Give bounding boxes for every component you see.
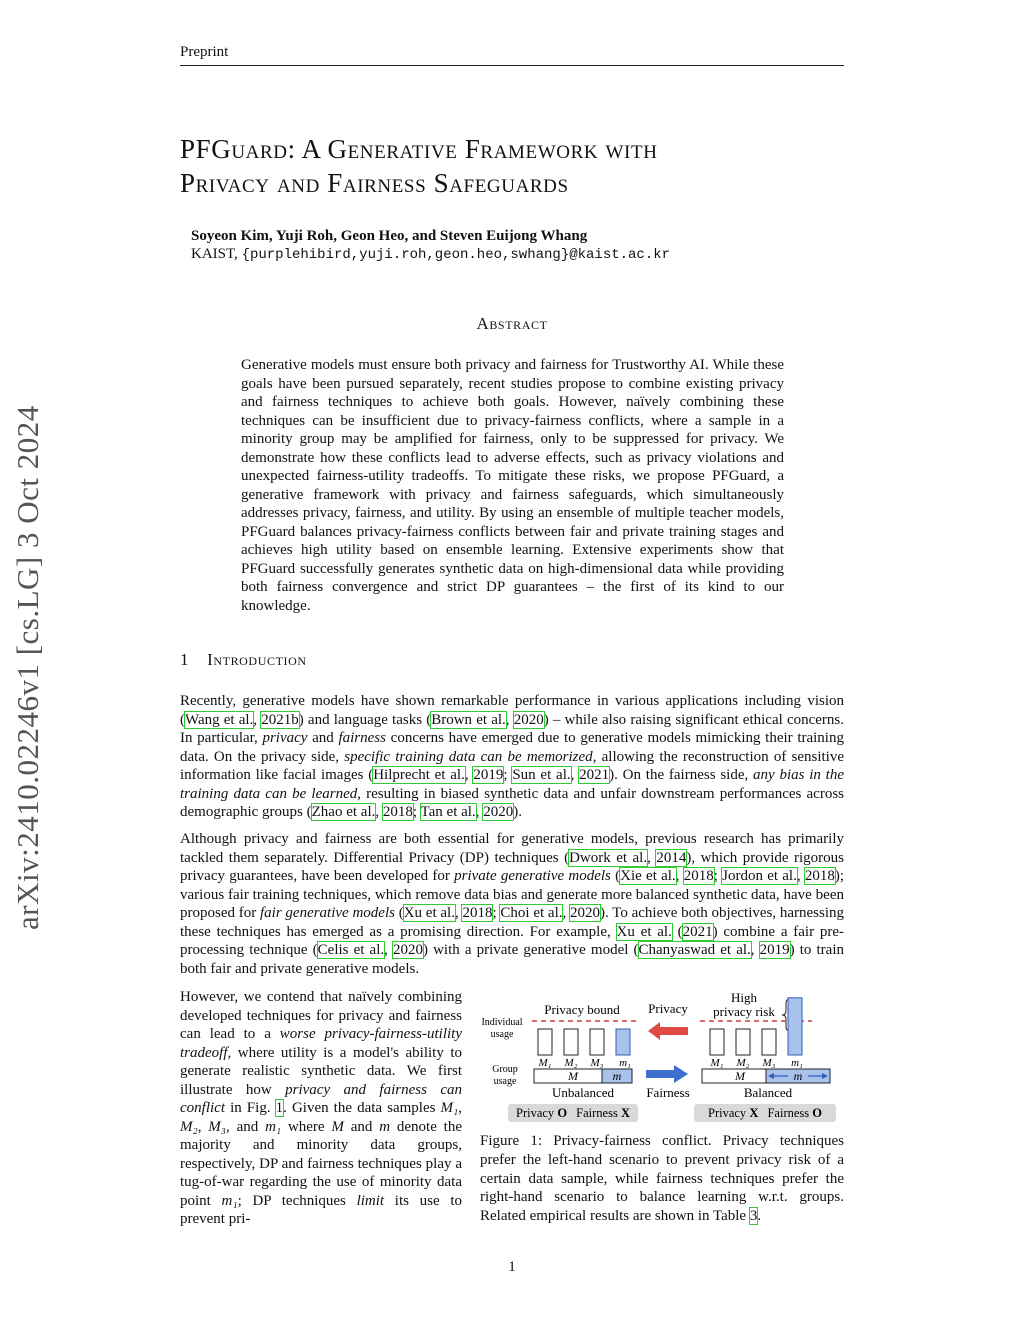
left-group-minor-label: m: [612, 1069, 622, 1083]
citation-link[interactable]: 2018: [683, 868, 714, 884]
bar-label: M₂: [736, 1057, 750, 1069]
citation-link[interactable]: 2018: [462, 905, 493, 921]
citation-link[interactable]: 2019: [473, 767, 504, 783]
affiliation: [191, 246, 670, 263]
intro-paragraph-3: However, we contend that naïvely combining developed techniques for privacy and fairness can lead to a worse privacy-fairness-utility tradeoff, where utility is a model's ability to generate realistic synthetic data. We first illustrate how privacy and fairness can conflict in Fig. 1. Given the data samples M₁, M₂, M₃, and m₁ where M and m denote the majority and minority data groups, respectively, DP and fairness techniques play a tug-of-war regarding the use of minority data point m₁; DP techniques limit its use to prevent pri-: [180, 989, 463, 1227]
author-list: Soyeon Kim, Yuji Roh, Geon Heo, and Steven Euijong Whang: [191, 228, 588, 244]
bar-label: m₁: [791, 1057, 803, 1069]
citation-link[interactable]: Xu et al.: [403, 905, 455, 921]
intro-paragraph-1: Recently, generative models have shown remarkable performance in various applications including vision (Wang et al., 2021b) and language tasks (Brown et al., 2020) – while also raising significant ethical concerns. In particular, privacy and fairness concerns have emerged due to generative models mimicking their training data. On the privacy side, specific training data can be memorized, allowing the reconstruction of sensitive information like facial images (Hilprecht et al., 2019; Sun et al., 2021). On the fairness side, any bias in the training data can be learned, resulting in biased synthetic data and unfair downstream performances across demographic groups (Zhao et al., 2018; Tan et al., 2020).: [180, 693, 845, 820]
section-heading: [180, 650, 307, 670]
title-line-1: PFGuard: A Generative Framework with: [180, 134, 658, 164]
majority-usage-bar: [538, 1029, 552, 1055]
privacy-bound-label: Privacy bound: [544, 1002, 620, 1017]
bar-label: M₂: [564, 1057, 578, 1069]
citation-link[interactable]: Celis et al.: [317, 942, 385, 958]
arxiv-side-stamp: arXiv:2410.02246v1 [cs.LG] 3 Oct 2024: [10, 405, 45, 930]
citation-link[interactable]: Dwork et al.: [569, 849, 648, 866]
section-number: 1: [180, 650, 190, 669]
left-individual-bars: [538, 1029, 630, 1055]
majority-usage-bar: [736, 1029, 750, 1055]
citation-link[interactable]: 2020: [513, 711, 544, 728]
citation-link[interactable]: 2018: [382, 804, 413, 820]
privacy-arrow-label: Privacy: [648, 1001, 688, 1016]
right-group-major-label: M: [735, 1069, 745, 1083]
bar-label: M₁: [538, 1057, 552, 1069]
balanced-caption: Balanced: [743, 1085, 793, 1100]
minority-usage-bar: [616, 1029, 630, 1055]
math-symbol: M: [331, 1118, 344, 1135]
left-badge-text: Privacy O Fairness X: [516, 1106, 630, 1120]
emphasis: fairness: [338, 730, 386, 746]
intro-paragraph-2: Although privacy and fairness are both essential for generative models, previous research has primarily tackled them separately. Differential Privacy (DP) techniques (Dwork et al., 2014), which provide rigorous privacy guarantees, have been developed for private generative models (Xie et al., 2018; Jordon et al., 2018); various fair training techniques, which remove data bias and generate more balanced synthetic data, have been proposed for fair generative models (Xu et al., 2018; Choi et al., 2020). To achieve both objectives, harnessing these techniques has emerged as a promising direction. For example, Xu et al. (2021) combine a fair pre-processing technique (Celis et al., 2020) with a private generative model (Chanyaswad et al., 2019) to train both fair and private generative models.: [180, 831, 845, 977]
emphasis: limit: [356, 1192, 385, 1209]
citation-link[interactable]: 2021: [579, 767, 610, 783]
page-number: 1: [508, 1259, 516, 1275]
individual-usage-label: Individual: [481, 1017, 523, 1028]
citation-link[interactable]: 2020: [392, 942, 423, 958]
high-risk-label: High: [731, 990, 757, 1005]
citation-link[interactable]: 2014: [656, 849, 687, 866]
emphasis: privacy: [262, 730, 308, 746]
emphasis: fair generative models: [259, 905, 395, 921]
citation-link[interactable]: 2021b: [261, 711, 299, 728]
abstract-text: Generative models must ensure both privacy and fairness for Trustworthy AI. While these goals have been pursued separately, recent studies propose to combine existing privacy and fairness techniques to achieve both goals. However, naïvely combining these techniques can be insufficient due to privacy-fairness conflicts, where a sample in a minority group may be amplified for fairness, only to be suppressed for privacy. We demonstrate how these conflicts lead to adverse effects, such as privacy violations and unexpected fairness-utility tradeoffs. To mitigate these risks, we propose PFGuard, a generative framework with privacy and fairness safeguards, which simultaneously addresses privacy, fairness, and utility. By using an ensemble of multiple teacher models, PFGuard balances privacy-fairness conflicts between fair and private training stages and achieves high utility based on ensemble learning. Extensive experiments show that PFGuard successfully generates synthetic data on high-dimensional data while providing both fairness convergence and strict DP guarantees – the first of its kind to our knowledge.: [241, 357, 784, 614]
majority-usage-bar: [710, 1029, 724, 1055]
fairness-arrow-label: Fairness: [646, 1085, 690, 1100]
minority-usage-bar: [788, 998, 802, 1055]
left-bar-labels: [538, 1057, 632, 1069]
header-rule: [180, 65, 844, 66]
citation-link[interactable]: Jordon et al.: [722, 868, 797, 884]
citation-link[interactable]: Hilprecht et al.: [373, 767, 465, 783]
citation-link[interactable]: Xie et al.: [620, 868, 676, 884]
running-head: Preprint: [180, 44, 229, 60]
group-usage-label: usage: [493, 1076, 517, 1087]
citation-link[interactable]: 2020: [570, 905, 600, 921]
paper-title: [180, 132, 844, 200]
math-symbol: m: [379, 1118, 391, 1135]
math-symbol: m₁: [265, 1118, 282, 1135]
majority-usage-bar: [564, 1029, 578, 1055]
affiliation-org: KAIST,: [191, 246, 238, 262]
bar-label: M₁: [710, 1057, 724, 1069]
emphasis: specific training data can be memorized: [344, 748, 593, 765]
math-symbol: m₁: [221, 1192, 238, 1209]
emphasis: privacy and fairness can conflict: [180, 1081, 462, 1116]
right-badge-text: Privacy X Fairness O: [708, 1106, 822, 1120]
citation-link[interactable]: Brown et al.: [431, 711, 506, 728]
citation-link[interactable]: 2018: [804, 868, 835, 884]
table-ref-link[interactable]: 3: [749, 1208, 758, 1225]
citation-link[interactable]: 2019: [759, 942, 790, 958]
emphasis: worse privacy-fairness-utility tradeoff: [180, 1026, 462, 1061]
citation-link[interactable]: Sun et al.: [512, 767, 571, 783]
math-symbol: M₂: [180, 1118, 198, 1135]
individual-usage-label: usage: [490, 1029, 514, 1040]
affiliation-emails: {purplehibird,yuji.roh,geon.heo,swhang}@kaist.ac.kr: [241, 247, 671, 263]
title-line-2: Privacy and Fairness Safeguards: [180, 168, 569, 198]
bar-label: M₃: [590, 1057, 604, 1069]
left-group-major-label: M: [568, 1069, 578, 1083]
math-symbol: M₃: [208, 1118, 227, 1135]
majority-usage-bar: [762, 1029, 776, 1055]
right-bar-labels: [710, 1057, 804, 1069]
privacy-arrow: [648, 1022, 688, 1040]
citation-link[interactable]: 2021: [682, 923, 713, 940]
emphasis: private generative models: [454, 868, 611, 884]
citation-link[interactable]: Xu et al.: [616, 923, 672, 940]
figure-ref-link[interactable]: 1: [275, 1100, 284, 1116]
bar-label: M₃: [762, 1057, 776, 1069]
citation-link[interactable]: Wang et al.: [185, 711, 254, 728]
fairness-arrow: [646, 1065, 688, 1083]
citation-link[interactable]: Chanyaswad et al.: [638, 942, 751, 958]
citation-link[interactable]: Zhao et al.: [311, 804, 376, 820]
group-usage-label: Group: [492, 1064, 518, 1075]
unbalanced-caption: Unbalanced: [551, 1085, 615, 1100]
majority-usage-bar: [590, 1029, 604, 1055]
bar-label: m₁: [619, 1057, 631, 1069]
emphasis: any bias in the training data can be learned: [180, 767, 845, 802]
figure-1-diagram: [478, 985, 844, 1125]
figure-1-caption: Figure 1: Privacy-fairness conflict. Privacy techniques prefer the left-hand scenario to prevent privacy risk of a certain data sample, while fairness techniques prefer the right-hand scenario to balance learning w.r.t. groups. Related empirical results are shown in Table 3.: [480, 1133, 844, 1225]
citation-link[interactable]: Choi et al.: [500, 905, 563, 921]
right-group-minor-label: m: [793, 1069, 803, 1083]
abstract-heading: Abstract: [476, 314, 548, 333]
high-risk-label: privacy risk: [713, 1004, 775, 1019]
citation-link[interactable]: Tan et al.: [420, 804, 476, 820]
math-symbol: M₁: [440, 1100, 459, 1116]
citation-link[interactable]: 2020: [483, 804, 514, 820]
section-title: Introduction: [207, 650, 307, 669]
